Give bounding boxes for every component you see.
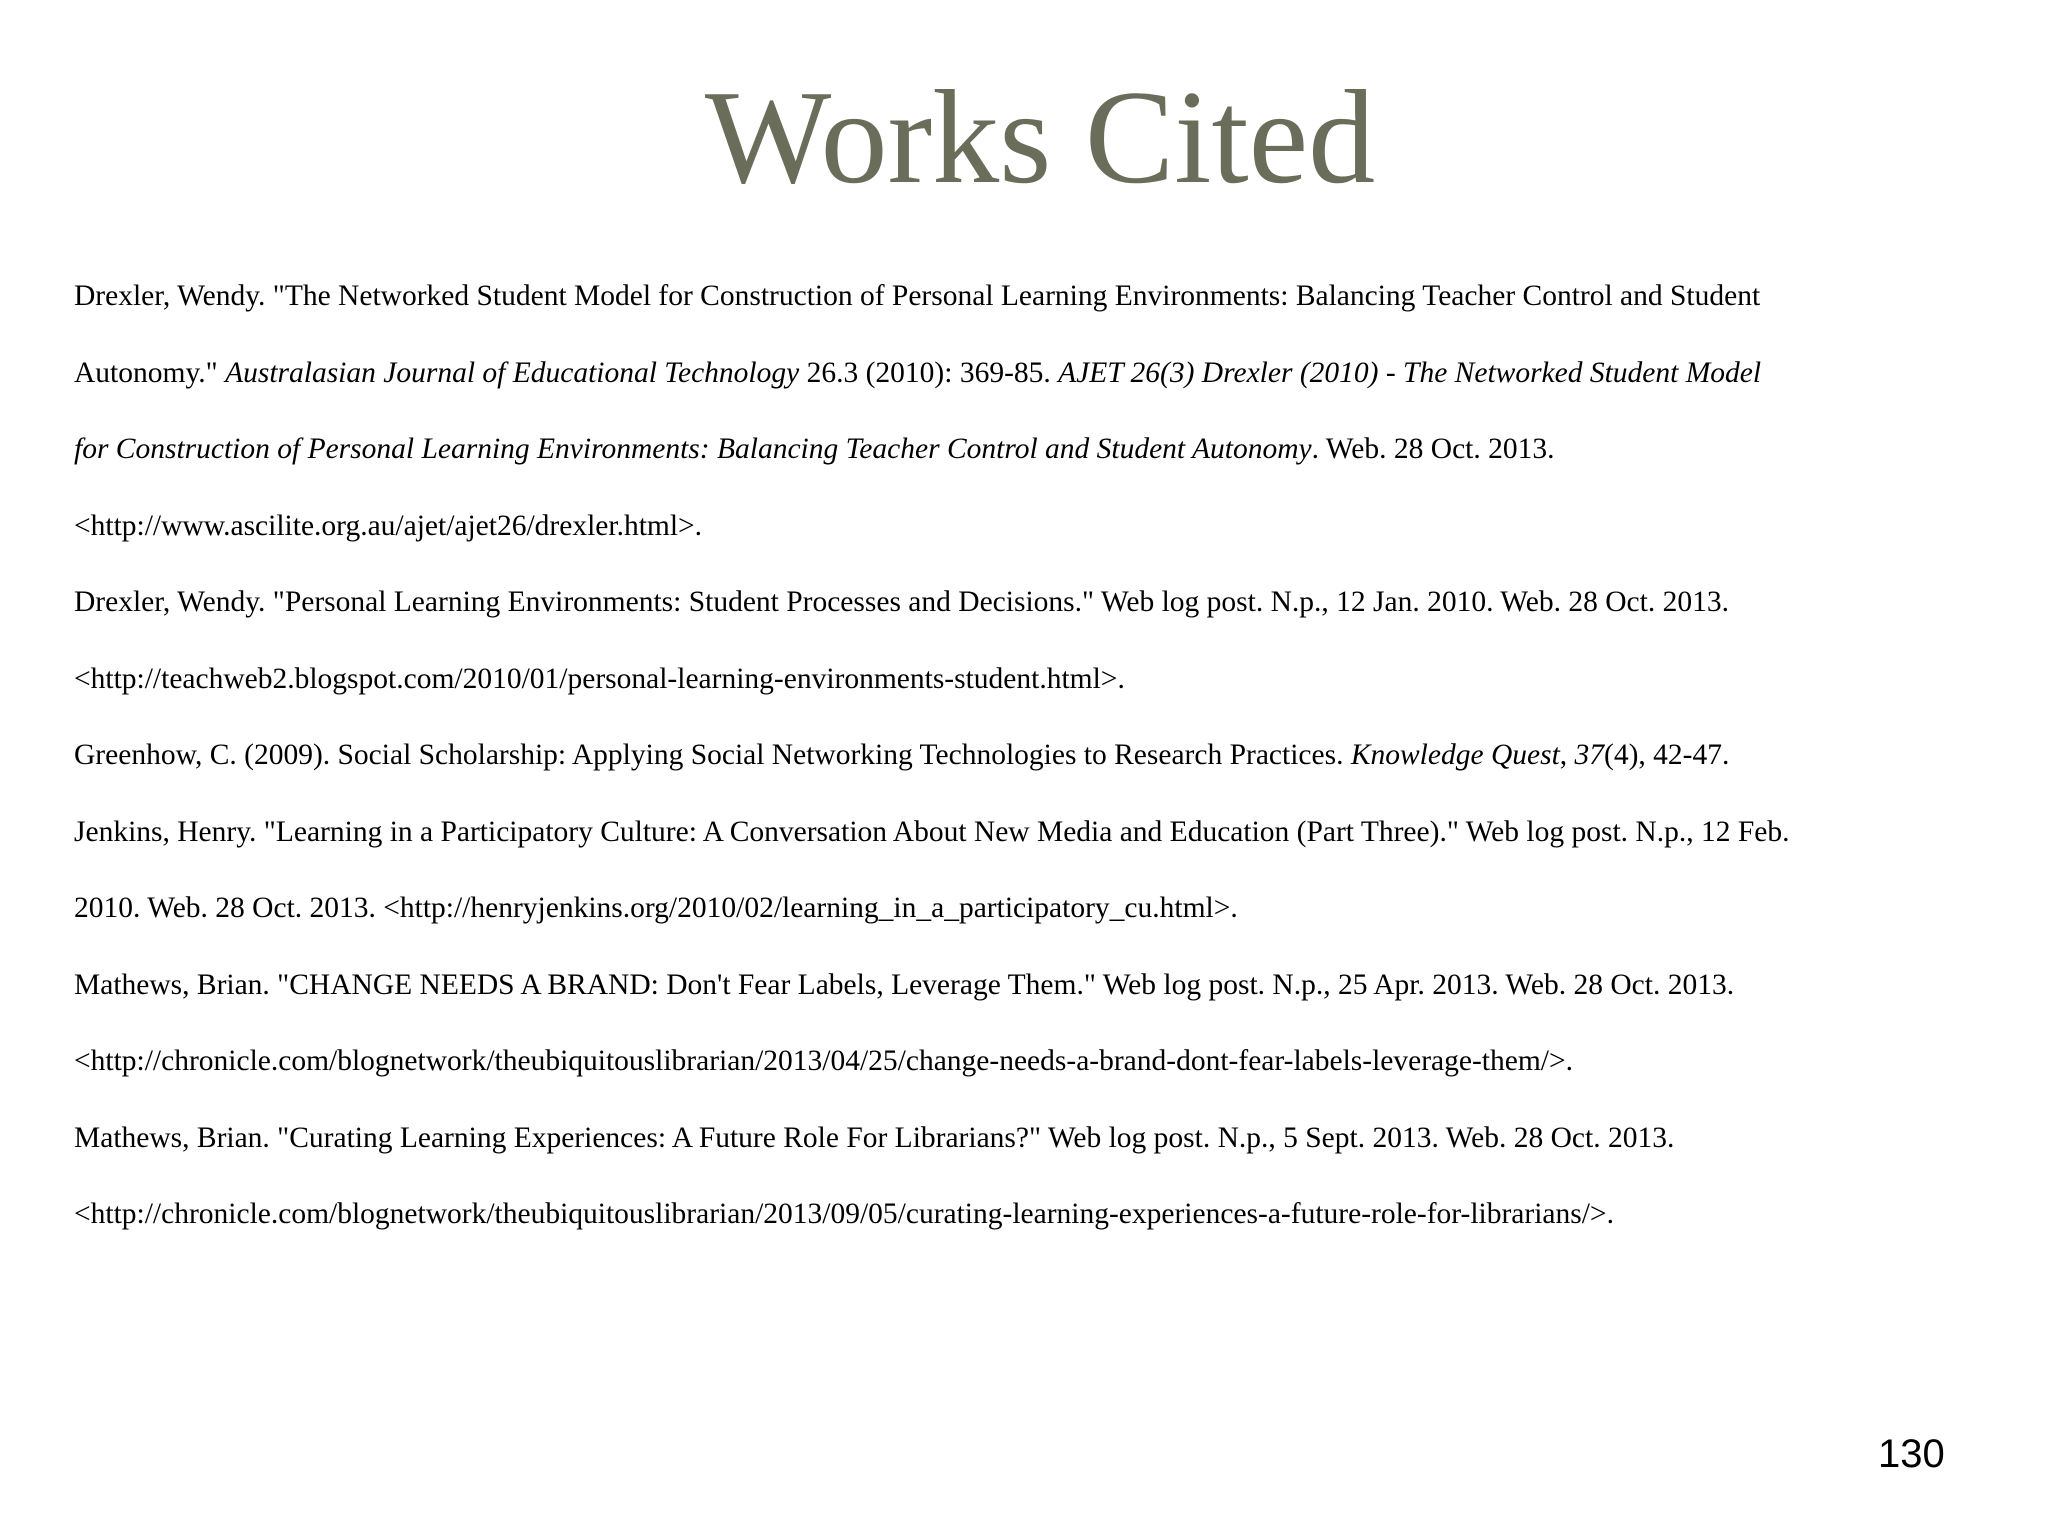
citation-mathews-curating-learning xyxy=(74,1100,2014,1253)
citation-greenhow-social-scholarship xyxy=(74,717,2014,794)
citation-line: 2010. Web. 28 Oct. 2013. <http://henryjenkins.org/2010/02/learning_in_a_participatory_cu.html>. xyxy=(74,892,1238,924)
journal-title: Australasian Journal of Educational Technology xyxy=(225,356,800,389)
citation-mathews-change-needs-brand xyxy=(74,947,2014,1100)
citation-line: Drexler, Wendy. "Personal Learning Environments: Student Processes and Decisions." Web log post. N.p., 12 Jan. 2010. Web. 28 Oct. 2013. xyxy=(74,586,1729,618)
citation-line: Mathews, Brian. "CHANGE NEEDS A BRAND: Don't Fear Labels, Leverage Them." Web log post. N.p., 25 Apr. 2013. Web. 28 Oct. 2013. xyxy=(74,968,1735,1001)
citation-jenkins-participatory-culture xyxy=(74,794,2014,947)
citation-text: Greenhow, C. (2009). Social Scholarship: Applying Social Networking Technologies to Research Practices. xyxy=(74,739,1351,771)
citation-url: <http://chronicle.com/blognetwork/theubiquitouslibrarian/2013/04/25/change-needs-a-brand-dont-fear-labels-leverage-them/>. xyxy=(74,1045,1573,1077)
journal-volume: 37 xyxy=(1574,739,1605,771)
citation-drexler-ple-processes xyxy=(74,564,2014,717)
citation-drexler-networked-student xyxy=(74,258,2014,564)
citation-line xyxy=(74,411,2014,488)
citation-url: <http://chronicle.com/blognetwork/theubiquitouslibrarian/2013/09/05/curating-learning-experiences-a-future-role-for-librarians/>. xyxy=(74,1198,1614,1230)
citation-text: . Web. 28 Oct. 2013. xyxy=(1311,433,1555,465)
journal-title: Knowledge Quest xyxy=(1350,739,1560,771)
citation-list xyxy=(74,258,2014,1253)
web-page-title: AJET 26(3) Drexler (2010) - The Networked Student Model xyxy=(1058,356,1762,389)
citation-line: Mathews, Brian. "Curating Learning Experiences: A Future Role For Librarians?" Web log post. N.p., 5 Sept. 2013. Web. 28 Oct. 2013. xyxy=(74,1121,1675,1154)
web-page-title: for Construction of Personal Learning Environments: Balancing Teacher Control and Student Autonomy xyxy=(74,433,1312,465)
citation-text: , xyxy=(1559,739,1575,771)
citation-text: 26.3 (2010): 369-85. xyxy=(799,356,1059,389)
citation-line xyxy=(74,335,2014,412)
citation-line: Jenkins, Henry. "Learning in a Participatory Culture: A Conversation About New Media and Education (Part Three)." Web log post. N.p., 12 Feb. xyxy=(74,815,1790,848)
page-number: 130 xyxy=(1878,1432,1945,1476)
citation-text: Autonomy." xyxy=(74,356,226,389)
citation-line: Drexler, Wendy. "The Networked Student Model for Construction of Personal Learning Environments: Balancing Teacher Control and Student xyxy=(74,280,1761,312)
citation-url: <http://teachweb2.blogspot.com/2010/01/personal-learning-environments-student.html>. xyxy=(74,662,1125,695)
page-title: Works Cited xyxy=(704,63,1376,211)
citation-text: (4), 42-47. xyxy=(1604,739,1730,771)
citation-url: <http://www.ascilite.org.au/ajet/ajet26/drexler.html>. xyxy=(74,509,703,542)
